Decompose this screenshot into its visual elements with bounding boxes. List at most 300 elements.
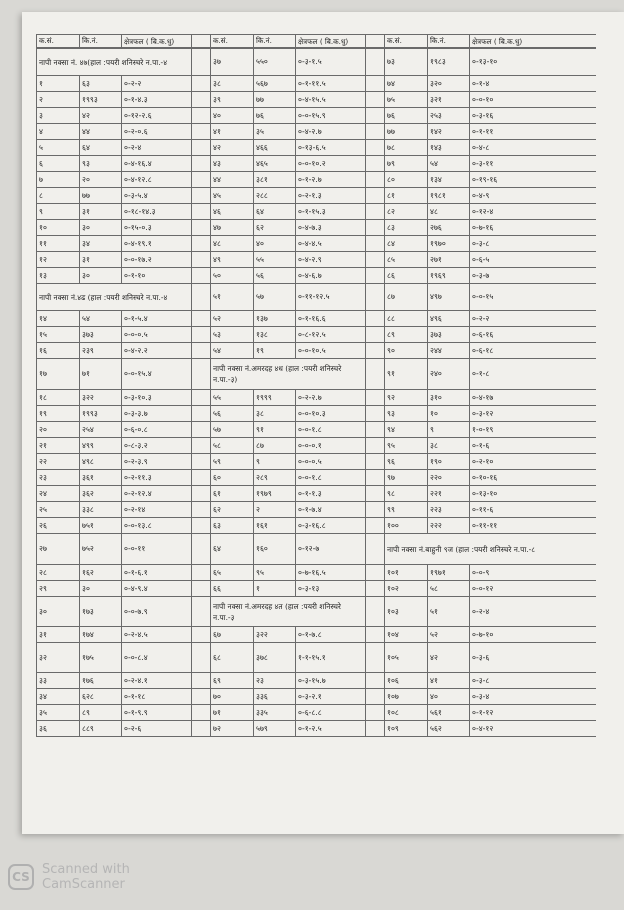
- column-gap: [191, 518, 210, 533]
- serial-cell: ३७: [210, 49, 253, 75]
- serial-cell: ६४: [210, 534, 253, 564]
- serial-cell: ९२: [384, 390, 427, 405]
- serial-cell: ४: [36, 124, 79, 139]
- area-cell: ०-२-४.१: [121, 673, 191, 688]
- table-row: [36, 140, 596, 156]
- serial-cell: ३४: [36, 689, 79, 704]
- table-row: [36, 284, 596, 311]
- column-gap: [191, 721, 210, 736]
- serial-cell: ७: [36, 172, 79, 187]
- serial-cell: ४५: [210, 188, 253, 203]
- plot-cell: २२२: [427, 518, 469, 533]
- plot-cell: ६३: [79, 76, 121, 91]
- serial-cell: ४२: [210, 140, 253, 155]
- plot-cell: १३८: [253, 327, 295, 342]
- table-row: [36, 470, 596, 486]
- plot-cell: ३८१: [253, 172, 295, 187]
- plot-cell: ४९८: [79, 454, 121, 469]
- area-cell: ०-११-११: [469, 518, 539, 533]
- scanned-page: [22, 12, 624, 834]
- plot-cell: २२१: [427, 486, 469, 501]
- area-cell: ०-०-१०.५: [295, 343, 365, 358]
- column-gap: [191, 108, 210, 123]
- serial-cell: ६०: [210, 470, 253, 485]
- column-gap: [365, 518, 384, 533]
- column-gap: [365, 581, 384, 596]
- table-row: [36, 188, 596, 204]
- column-gap: [365, 470, 384, 485]
- plot-cell: ५६२: [427, 721, 469, 736]
- area-cell: ०-१-७.४: [295, 502, 365, 517]
- area-cell: ०-८-१२.५: [295, 327, 365, 342]
- serial-cell: ५०: [210, 268, 253, 283]
- area-cell: ०-३-६: [469, 643, 539, 672]
- column-gap: [365, 220, 384, 235]
- area-cell: ०-६-१६: [469, 327, 539, 342]
- header-plot: कि.नं.: [79, 35, 121, 47]
- table-row: [36, 390, 596, 406]
- serial-cell: ९१: [384, 359, 427, 389]
- area-cell: ०-३-१५.७: [295, 673, 365, 688]
- column-gap: [365, 454, 384, 469]
- column-gap: [365, 565, 384, 580]
- plot-cell: ३०: [79, 220, 121, 235]
- map-section-heading: नापी नक्सा नं. ४७(हाल :पयरी शनिस्चरे न.पा.-४: [36, 49, 191, 75]
- column-gap: [191, 172, 210, 187]
- area-cell: ०-३-१०.३: [121, 390, 191, 405]
- area-cell: ०-०-१५.९: [295, 108, 365, 123]
- plot-cell: ३१: [79, 252, 121, 267]
- serial-cell: ३५: [36, 705, 79, 720]
- column-gap: [191, 565, 210, 580]
- area-cell: ०-१-५.४: [121, 311, 191, 326]
- table-row: [36, 92, 596, 108]
- serial-cell: ३२: [36, 643, 79, 672]
- area-cell: ०-१३-६.५: [295, 140, 365, 155]
- column-gap: [191, 359, 210, 389]
- serial-cell: १७: [36, 359, 79, 389]
- area-cell: ०-२-३.९: [121, 454, 191, 469]
- area-cell: ०-१०-१६: [469, 470, 539, 485]
- serial-cell: ८३: [384, 220, 427, 235]
- column-gap: [365, 236, 384, 251]
- area-cell: ०-१-६.१: [121, 565, 191, 580]
- serial-cell: ३८: [210, 76, 253, 91]
- plot-cell: ७५२: [79, 534, 121, 564]
- serial-cell: २९: [36, 581, 79, 596]
- column-gap: [191, 220, 210, 235]
- area-cell: ०-४-९.४: [121, 581, 191, 596]
- table-row: [36, 486, 596, 502]
- area-cell: ०-०-१०: [469, 92, 539, 107]
- area-cell: ०-२-१२.४: [121, 486, 191, 501]
- area-cell: ०-४-९: [469, 188, 539, 203]
- table-row: [36, 48, 596, 76]
- area-cell: ०-१-४.३: [121, 92, 191, 107]
- serial-cell: ९: [36, 204, 79, 219]
- area-cell: ०-१२-७: [295, 534, 365, 564]
- serial-cell: १०५: [384, 643, 427, 672]
- serial-cell: १०८: [384, 705, 427, 720]
- plot-cell: २७१: [427, 252, 469, 267]
- watermark-text: [42, 862, 130, 892]
- area-cell: ०-३-१६: [469, 108, 539, 123]
- area-cell: ०-२-२: [121, 76, 191, 91]
- column-gap: [365, 268, 384, 283]
- area-cell: ०-१-१.३: [295, 486, 365, 501]
- map-section-heading: नापी नक्सा नं.बाहुनी ९ज (हाल :पयरी शनिस्चरे न.पा.-८: [384, 534, 539, 564]
- column-gap: [365, 327, 384, 342]
- area-cell: ०-४-१७: [469, 390, 539, 405]
- serial-cell: ९०: [384, 343, 427, 358]
- serial-cell: ६९: [210, 673, 253, 688]
- serial-cell: ६२: [210, 502, 253, 517]
- area-cell: ०-४-१२.८: [121, 172, 191, 187]
- area-cell: ०-४-२.२: [121, 343, 191, 358]
- serial-cell: ५६: [210, 406, 253, 421]
- serial-cell: ४६: [210, 204, 253, 219]
- serial-cell: ८४: [384, 236, 427, 251]
- plot-cell: ७५१: [79, 518, 121, 533]
- serial-cell: ४१: [210, 124, 253, 139]
- area-cell: ०-२-११.३: [121, 470, 191, 485]
- serial-cell: १४: [36, 311, 79, 326]
- plot-cell: १९९३: [79, 406, 121, 421]
- serial-cell: ८२: [384, 204, 427, 219]
- serial-cell: १०९: [384, 721, 427, 736]
- serial-cell: ११: [36, 236, 79, 251]
- area-cell: ०-४-२.९: [295, 252, 365, 267]
- plot-cell: ३६१: [79, 470, 121, 485]
- plot-cell: ५४: [427, 156, 469, 171]
- table-row: [36, 627, 596, 643]
- table-row: [36, 502, 596, 518]
- area-cell: ०-०-१३.८: [121, 518, 191, 533]
- plot-cell: १७५: [79, 643, 121, 672]
- camscanner-logo-icon: CS: [8, 864, 34, 890]
- table-row: [36, 673, 596, 689]
- area-cell: ०-२-१.३: [295, 188, 365, 203]
- table-row: [36, 343, 596, 359]
- plot-cell: ९५: [253, 565, 295, 580]
- serial-cell: १: [36, 76, 79, 91]
- column-gap: [191, 156, 210, 171]
- area-cell: ०-३-८: [469, 673, 539, 688]
- area-cell: ०-२-१४: [121, 502, 191, 517]
- area-cell: ०-३-४: [469, 689, 539, 704]
- column-gap: [365, 627, 384, 642]
- area-cell: ०-७-१६.५: [295, 565, 365, 580]
- table-header-row: [36, 34, 596, 48]
- area-cell: ०-१३-१०: [469, 49, 539, 75]
- serial-cell: ५९: [210, 454, 253, 469]
- table-row: [36, 311, 596, 327]
- plot-cell: ३३८: [79, 502, 121, 517]
- table-row: [36, 172, 596, 188]
- serial-cell: ६७: [210, 627, 253, 642]
- serial-cell: ५७: [210, 422, 253, 437]
- serial-cell: ७८: [384, 140, 427, 155]
- column-gap: [365, 76, 384, 91]
- plot-cell: १७४: [79, 627, 121, 642]
- serial-cell: ५३: [210, 327, 253, 342]
- area-cell: ०-१-११: [469, 124, 539, 139]
- area-cell: ०-१३-१०: [469, 486, 539, 501]
- plot-cell: ४९६: [427, 311, 469, 326]
- serial-cell: १०७: [384, 689, 427, 704]
- table-row: [36, 406, 596, 422]
- plot-cell: २३: [253, 673, 295, 688]
- serial-cell: ८०: [384, 172, 427, 187]
- area-cell: ०-१२-२.६: [121, 108, 191, 123]
- serial-cell: ४९: [210, 252, 253, 267]
- area-cell: ०-१५-०.३: [121, 220, 191, 235]
- plot-cell: ५६७: [253, 76, 295, 91]
- column-gap: [365, 49, 384, 75]
- serial-cell: ७५: [384, 92, 427, 107]
- column-gap: [365, 343, 384, 358]
- serial-cell: ५२: [210, 311, 253, 326]
- serial-cell: २०: [36, 422, 79, 437]
- parcel-table: [36, 34, 596, 737]
- area-cell: ०-७-१०: [469, 627, 539, 642]
- plot-cell: ६४: [253, 204, 295, 219]
- plot-cell: ४०: [427, 689, 469, 704]
- area-cell: ०-४-४.५: [295, 236, 365, 251]
- column-gap: [365, 673, 384, 688]
- column-gap: [191, 643, 210, 672]
- column-gap: [191, 311, 210, 326]
- column-gap: [191, 124, 210, 139]
- column-gap: [365, 486, 384, 501]
- plot-cell: २०: [79, 172, 121, 187]
- plot-cell: ५६: [253, 268, 295, 283]
- serial-cell: ५५: [210, 390, 253, 405]
- area-cell: ०-१-६: [469, 438, 539, 453]
- column-gap: [365, 252, 384, 267]
- area-cell: ०-०-११: [121, 534, 191, 564]
- serial-cell: ६८: [210, 643, 253, 672]
- column-gap: [191, 343, 210, 358]
- plot-cell: ३७८: [253, 643, 295, 672]
- table-row: [36, 124, 596, 140]
- column-gap: [365, 172, 384, 187]
- area-cell: ०-६-१८: [469, 343, 539, 358]
- column-gap: [191, 284, 210, 310]
- header-area: क्षेत्रफल ( बि.क.धु): [121, 35, 191, 47]
- serial-cell: ९५: [384, 438, 427, 453]
- area-cell: ०-०-१.८: [295, 470, 365, 485]
- plot-cell: २२०: [427, 470, 469, 485]
- plot-cell: ३७३: [427, 327, 469, 342]
- column-gap: [365, 359, 384, 389]
- plot-cell: २५३: [427, 108, 469, 123]
- plot-cell: ४९७: [427, 284, 469, 310]
- header-serial: क.सं.: [210, 35, 253, 47]
- serial-cell: ८७: [384, 284, 427, 310]
- plot-cell: ५२: [427, 627, 469, 642]
- serial-cell: ५८: [210, 438, 253, 453]
- plot-cell: ७१: [79, 359, 121, 389]
- serial-cell: ९४: [384, 422, 427, 437]
- plot-cell: १९६९: [427, 268, 469, 283]
- serial-cell: १०१: [384, 565, 427, 580]
- table-row: [36, 108, 596, 124]
- plot-cell: ४२: [79, 108, 121, 123]
- table-row: [36, 721, 596, 737]
- serial-cell: १००: [384, 518, 427, 533]
- serial-cell: ८९: [384, 327, 427, 342]
- column-gap: [365, 534, 384, 564]
- area-cell: ०-१-११.५: [295, 76, 365, 91]
- plot-cell: ९१: [253, 422, 295, 437]
- serial-cell: ३०: [36, 597, 79, 626]
- area-cell: ०-१-१०: [121, 268, 191, 283]
- serial-cell: ६१: [210, 486, 253, 501]
- area-cell: ०-०-८.४: [121, 643, 191, 672]
- column-gap: [191, 406, 210, 421]
- watermark-line1: Scanned with: [42, 862, 130, 877]
- column-gap: [365, 108, 384, 123]
- serial-cell: ९९: [384, 502, 427, 517]
- area-cell: ०-१-१५.३: [295, 204, 365, 219]
- serial-cell: ८८: [384, 311, 427, 326]
- column-gap: [365, 643, 384, 672]
- column-gap: [191, 188, 210, 203]
- table-row: [36, 156, 596, 172]
- column-gap: [365, 390, 384, 405]
- column-gap: [191, 534, 210, 564]
- serial-cell: ५१: [210, 284, 253, 310]
- serial-cell: २२: [36, 454, 79, 469]
- plot-cell: १९७१: [427, 565, 469, 580]
- plot-cell: ५५०: [253, 49, 295, 75]
- area-cell: ०-४-६.७: [295, 268, 365, 283]
- column-gap: [365, 721, 384, 736]
- area-cell: ०-४-१६.४: [121, 156, 191, 171]
- table-body: [36, 48, 596, 737]
- area-cell: ०-१-१८: [121, 689, 191, 704]
- column-gap: [191, 252, 210, 267]
- plot-cell: ६२: [253, 220, 295, 235]
- table-row: [36, 454, 596, 470]
- column-gap: [365, 124, 384, 139]
- column-gap: [365, 406, 384, 421]
- column-gap: [365, 140, 384, 155]
- area-cell: ०-२-४: [121, 140, 191, 155]
- table-row: [36, 689, 596, 705]
- serial-cell: १६: [36, 343, 79, 358]
- serial-cell: १२: [36, 252, 79, 267]
- plot-cell: ५६१: [427, 705, 469, 720]
- plot-cell: ५८: [427, 581, 469, 596]
- column-gap: [191, 502, 210, 517]
- plot-cell: १९८१: [427, 188, 469, 203]
- serial-cell: २७: [36, 534, 79, 564]
- serial-cell: २६: [36, 518, 79, 533]
- column-gap: [365, 597, 384, 626]
- area-cell: ०-२-२: [469, 311, 539, 326]
- area-cell: ०-६-०.८: [121, 422, 191, 437]
- plot-cell: ३२१: [427, 92, 469, 107]
- area-cell: ०-३-३.७: [121, 406, 191, 421]
- area-cell: ०-३-११: [469, 156, 539, 171]
- plot-cell: ८८९: [79, 721, 121, 736]
- plot-cell: १६१: [253, 518, 295, 533]
- serial-cell: १०३: [384, 597, 427, 626]
- area-cell: ०-२-०.६: [121, 124, 191, 139]
- plot-cell: ३८: [427, 438, 469, 453]
- serial-cell: २१: [36, 438, 79, 453]
- area-cell: ०-१२-४: [469, 204, 539, 219]
- column-gap: [191, 390, 210, 405]
- column-gap: [191, 673, 210, 688]
- serial-cell: ३६: [36, 721, 79, 736]
- plot-cell: ४८: [427, 204, 469, 219]
- plot-cell: १३४: [427, 172, 469, 187]
- column-gap: [191, 597, 210, 626]
- serial-cell: ७१: [210, 705, 253, 720]
- column-gap: [365, 156, 384, 171]
- plot-cell: १४३: [427, 140, 469, 155]
- serial-cell: १८: [36, 390, 79, 405]
- area-cell: ०-१-२.५: [295, 721, 365, 736]
- serial-cell: ७३: [384, 49, 427, 75]
- plot-cell: ३८: [253, 406, 295, 421]
- plot-cell: १४२: [427, 124, 469, 139]
- area-cell: ०-३-७: [469, 268, 539, 283]
- plot-cell: ३७३: [79, 327, 121, 342]
- serial-cell: १९: [36, 406, 79, 421]
- column-gap: [365, 284, 384, 310]
- plot-cell: ३०: [79, 268, 121, 283]
- serial-cell: ५: [36, 140, 79, 155]
- area-cell: ०-१-२.७: [295, 172, 365, 187]
- serial-cell: १३: [36, 268, 79, 283]
- table-row: [36, 220, 596, 236]
- plot-cell: ९: [427, 422, 469, 437]
- area-cell: ०-०-०.५: [121, 327, 191, 342]
- plot-cell: ८७: [253, 438, 295, 453]
- column-gap: [191, 268, 210, 283]
- serial-cell: ४८: [210, 236, 253, 251]
- plot-cell: ३२०: [427, 76, 469, 91]
- area-cell: ०-४-१९.१: [121, 236, 191, 251]
- serial-cell: ५४: [210, 343, 253, 358]
- column-gap: [191, 581, 210, 596]
- area-cell: ०-१-९.९: [121, 705, 191, 720]
- plot-cell: ७६: [253, 108, 295, 123]
- column-gap: [365, 705, 384, 720]
- area-cell: १-१-१५.१: [295, 643, 365, 672]
- column-gap: [365, 438, 384, 453]
- table-row: [36, 438, 596, 454]
- serial-cell: ६५: [210, 565, 253, 580]
- table-row: [36, 268, 596, 284]
- header-plot: कि.नं.: [427, 35, 469, 47]
- plot-cell: २४०: [427, 359, 469, 389]
- area-cell: ०-३-१३: [295, 581, 365, 596]
- column-gap: [191, 689, 210, 704]
- area-cell: ०-१८-१४.३: [121, 204, 191, 219]
- area-cell: ०-०-१५.४: [121, 359, 191, 389]
- area-cell: ०-७-१६: [469, 220, 539, 235]
- plot-cell: ३१: [79, 204, 121, 219]
- plot-cell: २३९: [79, 343, 121, 358]
- table-row: [36, 76, 596, 92]
- serial-cell: १०: [36, 220, 79, 235]
- area-cell: ०-४-७.३: [295, 220, 365, 235]
